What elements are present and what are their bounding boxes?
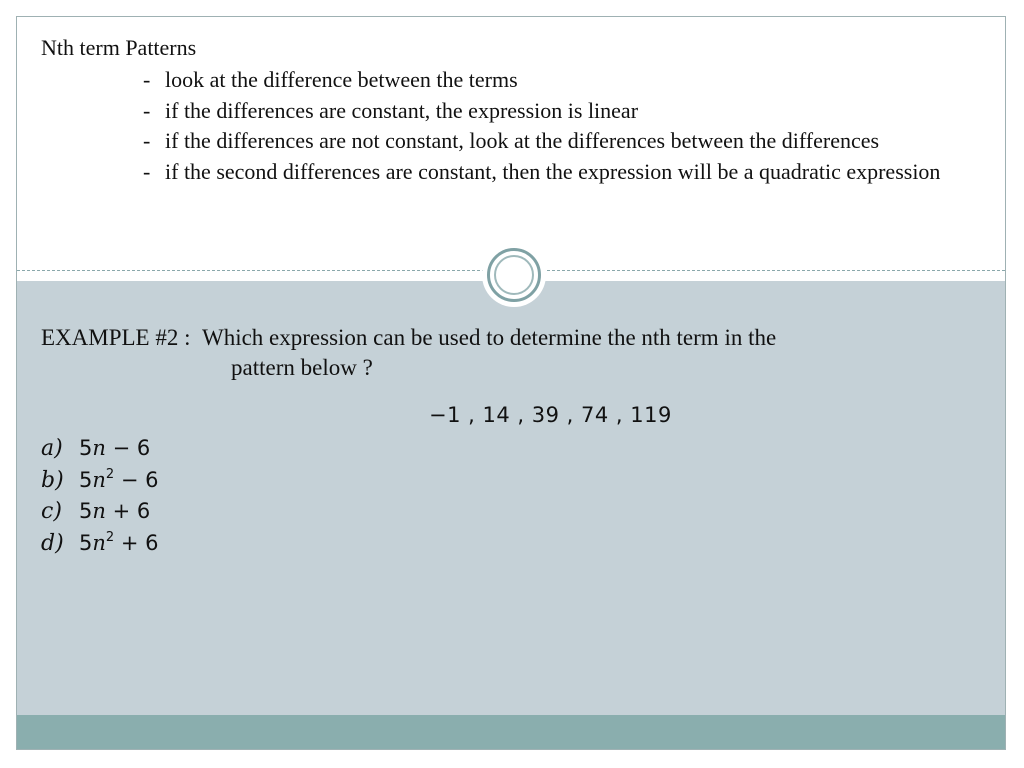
bullet-text: if the differences are not constant, look at the differences between the differences: [165, 128, 880, 153]
bullet-text: look at the difference between the terms: [165, 67, 518, 92]
constant-term: + 6: [105, 499, 151, 523]
question-line-2: pattern below ?: [231, 355, 373, 380]
bullet-item: [141, 65, 941, 96]
bullet-dash: -: [143, 97, 151, 123]
slide-title: Nth term Patterns: [41, 35, 197, 60]
bullet-item: [141, 157, 945, 188]
option-letter: c): [41, 499, 62, 524]
constant-term: − 6: [105, 436, 151, 460]
bullet-dash: -: [143, 67, 151, 92]
bullet-item: [141, 126, 925, 157]
variable: n: [92, 467, 106, 492]
variable: n: [92, 530, 106, 555]
number-sequence: −1 , 14 , 39 , 74 , 119: [429, 403, 672, 427]
option-letter: b): [41, 467, 64, 493]
coefficient: 5: [79, 467, 93, 492]
bullet-text: if the differences are constant, the expression is linear: [165, 97, 639, 123]
inner-ring: [494, 255, 534, 295]
constant-term: − 6: [114, 467, 159, 492]
answer-option-b: [41, 465, 159, 497]
exponent: 2: [105, 529, 115, 545]
variable: n: [92, 436, 106, 460]
top-text-region: [17, 17, 1005, 271]
bullet-dash: -: [143, 128, 151, 153]
bullet-item: [141, 96, 941, 127]
option-letter: d): [41, 530, 64, 556]
constant-term: + 6: [114, 530, 159, 555]
footer-bar: [17, 715, 1005, 749]
slide: [16, 16, 1006, 750]
example-label: EXAMPLE #2 :: [41, 325, 191, 350]
example-question: [41, 323, 981, 383]
coefficient: 5: [79, 530, 93, 555]
answer-options: [41, 433, 159, 559]
option-letter: a): [41, 436, 63, 461]
answer-option-c: [41, 496, 159, 528]
coefficient: 5: [79, 436, 93, 460]
exponent: 2: [105, 466, 115, 482]
coefficient: 5: [79, 499, 93, 523]
answer-option-a: [41, 433, 159, 465]
answer-option-d: [41, 528, 159, 560]
bullet-dash: -: [143, 158, 151, 184]
question-line-1: Which expression can be used to determine the nth term in the: [202, 325, 777, 350]
bullet-text: if the second differences are constant, then the expression will be a quadratic expression: [165, 158, 941, 184]
variable: n: [92, 499, 106, 523]
bullet-list: [141, 65, 941, 187]
divider-circle-ornament: [482, 243, 546, 307]
